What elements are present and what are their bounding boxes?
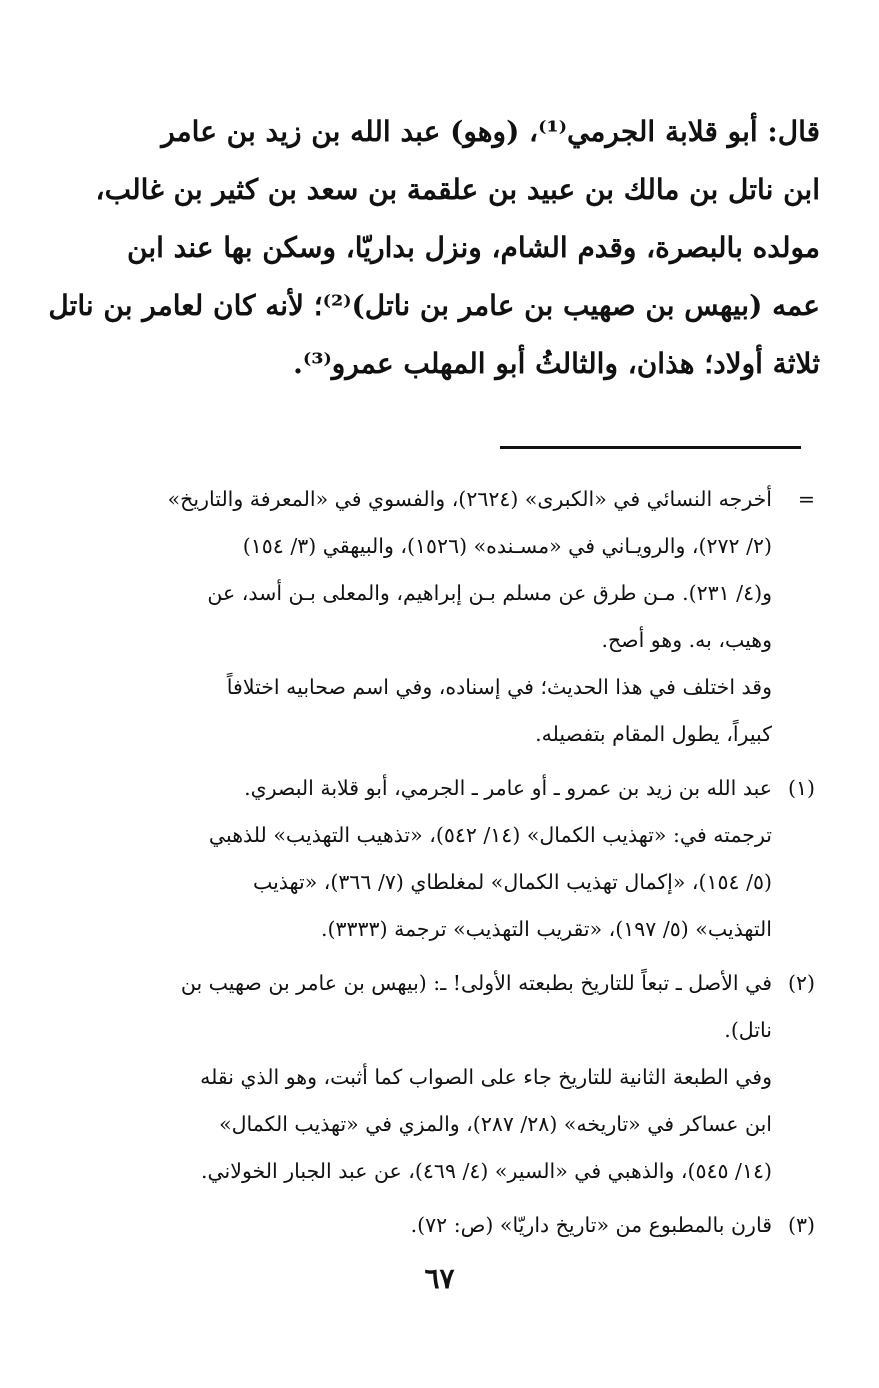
footnote-line: (١٤/ ٥٤٥)، والذهبي في «السير» (٤/ ٤٦٩)، عن عبد الجبار الخولاني. — [200, 1159, 772, 1183]
footnote-line: وقد اختلف في هذا الحديث؛ في إسناده، وفي اسم صحابيه اختلافاً — [226, 675, 772, 699]
footnote-line: ابن عساكر في «تاريخه» (٢٨/ ٢٨٧)، والمزي في «تهذيب الكمال» — [219, 1112, 772, 1136]
main-text — [48, 103, 820, 393]
footnote-marker: (١) — [787, 776, 815, 800]
page-number: ٦٧ — [424, 1262, 455, 1295]
footnote-line: و(٤/ ٢٣١). مـن طرق عن مسلم بـن إبراهيم، والمعلى بـن أسد، عن — [207, 581, 772, 605]
footnote-line: أخرجه النسائي في «الكبرى» (٢٦٢٤)، والفسوي في «المعرفة والتاريخ» — [167, 487, 772, 511]
footnote-2 — [90, 960, 815, 1195]
footnote-line: ترجمته في: «تهذيب الكمال» (١٤/ ٥٤٢)، «تذهيب التهذيب» للذهبي — [208, 823, 772, 847]
main-text-line: ابن ناتل بن مالك بن عبيد بن علقمة بن سعد بن كثير بن غالب، — [95, 173, 820, 206]
main-text-line: مولده بالبصرة، وقدم الشام، ونزل بداريّا، وسكن بها عند ابن — [127, 231, 820, 264]
footnote-line: (٥/ ١٥٤)، «إكمال تهذيب الكمال» لمغلطاي (٧/ ٣٦٦)، «تهذيب — [252, 870, 772, 894]
footnote-line: كبيراً، يطول المقام بتفصيله. — [535, 722, 772, 746]
footnote-line: وهيب، به. وهو أصح. — [601, 628, 772, 652]
footnote-marker: = — [797, 487, 815, 511]
footnote-continuation — [90, 476, 815, 758]
footnote-line: قارن بالمطبوع من «تاريخ داريّا» (ص: ٧٢). — [410, 1213, 772, 1237]
footnote-line: في الأصل ـ تبعاً للتاريخ بطبعته الأولى! ـ: (بيهس بن عامر بن صهيب بن — [180, 971, 772, 995]
footnote-line: (٢/ ٢٧٢)، والرويـاني في «مسـنده» (١٥٢٦)، والبيهقي (٣/ ١٥٤) — [242, 534, 772, 558]
footnote-separator — [500, 446, 801, 449]
footnote-3 — [90, 1202, 815, 1249]
footnote-1 — [90, 765, 815, 953]
footnote-line: ناتل). — [724, 1018, 772, 1042]
footnotes — [90, 476, 815, 1249]
footnote-marker: (٣) — [787, 1213, 815, 1237]
main-text-line: ثلاثة أولاد؛ هذان، والثالثُ أبو المهلب عمرو⁽³⁾. — [293, 347, 820, 380]
footnote-line: التهذيب» (٥/ ١٩٧)، «تقريب التهذيب» ترجمة (٣٣٣٣). — [321, 917, 772, 941]
footnote-line: وفي الطبعة الثانية للتاريخ جاء على الصواب كما أثبت، وهو الذي نقله — [200, 1065, 772, 1089]
footnote-line: عبد الله بن زيد بن عمرو ـ أو عامر ـ الجرمي، أبو قلابة البصري. — [244, 776, 772, 800]
main-text-line: قال: أبو قلابة الجرمي⁽¹⁾، (وهو) عبد الله بن زيد بن عامر — [161, 115, 820, 148]
footnote-marker: (٢) — [787, 971, 815, 995]
main-text-line: عمه (بيهس بن صهيب بن عامر بن ناتل)⁽²⁾؛ لأنه كان لعامر بن ناتل — [48, 289, 820, 322]
